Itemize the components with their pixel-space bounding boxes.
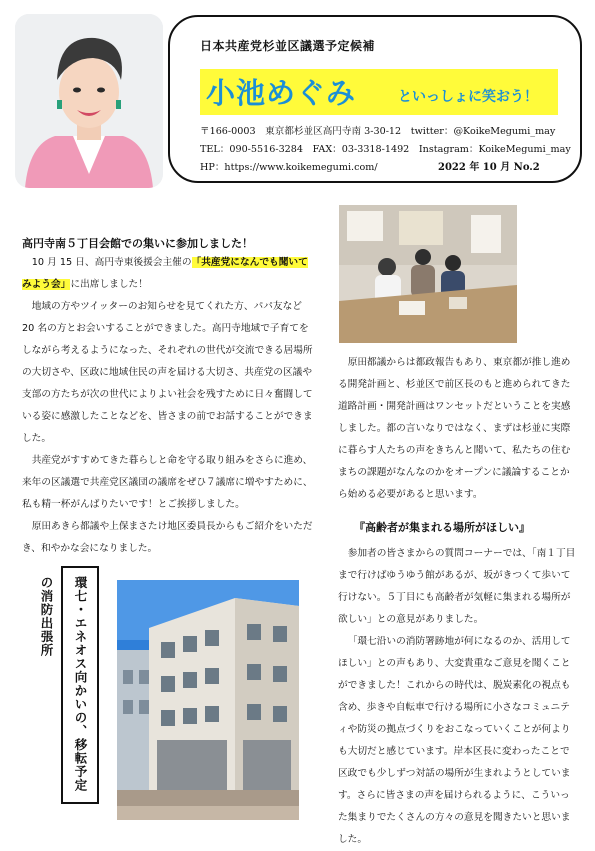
p1-text-end: に出席しました！: [70, 279, 148, 290]
article-body-right: [338, 352, 576, 506]
paragraph: 「環七沿いの消防署跡地が何になるのか、活用してほしい」との声もあり、大変貴重なご意見を聞くことができました！これからの時代は、脱炭素化の視点も含め、歩きや自転車で行ける場所に小さなコミュニティや防災の拠点づくりをおこなっていくことが何よりも大切だと感じています。岸本区長に変わったことで区政でも少しずつ対話の場所が生まれようとしています。さらに皆さまの声を届けられるように、こういった集まりでたくさんの方々の意見を聞きたいと思いました。: [338, 636, 571, 845]
candidate-portrait: [15, 14, 163, 188]
fire-station-photo: [117, 580, 299, 820]
meeting-illustration: [339, 205, 517, 343]
paragraph: 原田あきら都議や上保まさたけ地区委員長からもご紹介をいただき、和やかな会になりました。: [22, 521, 313, 554]
p1-text: 10 月 15 日、高円寺東後援会主催の: [31, 257, 192, 268]
portrait-illustration: [15, 14, 163, 188]
candidate-name: 小池めぐみ: [206, 76, 357, 110]
homepage-line: HP：https://www.koikemegumi.com/: [200, 162, 378, 173]
event-name-highlight: 「共産党になんでも聞いてみよう会」: [22, 257, 308, 290]
address-line: 〒166-0003 東京都杉並区高円寺南 3-30-12 twitter：@KoikeMegumi_may: [200, 126, 556, 137]
photo-caption: 環七・エネオス向かいの、移転予定の消防出張所: [61, 566, 99, 804]
paragraph: 地域の方やツイッターのお知らせを見てくれた方、パパ友など 20 名の方とお会いすることができました。高円寺地域で子育てをしながら考えるようになった、それぞれの世代が交流できる居場所の大切さや、区政に地域住民の声を届ける大切さ、共産党の区議や支部の方たちが次の世代によりよい社会を残すために日々奮闘している姿に感激したことなどを、皆さまの前でお話することができました。: [22, 301, 313, 444]
paragraph: 参加者の皆さまからの質問コーナーでは、「南１丁目まで行けばゆうゆう館があるが、坂がきつくて歩いて行けない。５丁目にも高齢者が気軽に集まれる場所が欲しい」との意見がありました。: [338, 548, 576, 625]
article-subhead: 『高齢者が集まれる場所がほしい』: [354, 521, 530, 534]
article-body-left: [22, 252, 314, 560]
article-body-right-2: [338, 543, 576, 851]
paragraph: [22, 252, 314, 296]
paragraph: 共産党がすすめてきた暮らしと命を守る取り組みをさらに進め、来年の区議選で共産党区議団の議席をぜひ７議席に増やすために、私も精一杯がんばりたいです！とご挨拶しました。: [22, 455, 313, 510]
article-headline: 高円寺南５丁目会館での集いに参加しました！: [22, 237, 253, 250]
paragraph: 原田都議からは都政報告もあり、東京都が推し進める開発計画と、杉並区で前区長のもと進められてきた道路計画・開発計画はワンセットだということを実感しました。都の言いなりではなく、まずは杉並に実際に暮らす人たちの声をきちんと聞いて、私たちの住むまちの課題がなんなのかをオープンに議論することから始める必要があると思います。: [338, 357, 571, 500]
meeting-photo: [339, 205, 517, 343]
slogan: といっしょに笑おう！: [398, 89, 538, 105]
issue-number: 2022 年 10 月 No.2: [438, 162, 540, 173]
phone-line: TEL：090-5516-3284 FAX：03-3318-1492 Instagram：KoikeMegumi_may: [200, 144, 571, 155]
candidate-kicker: 日本共産党杉並区議選予定候補: [200, 39, 376, 53]
building-illustration: [117, 580, 299, 820]
